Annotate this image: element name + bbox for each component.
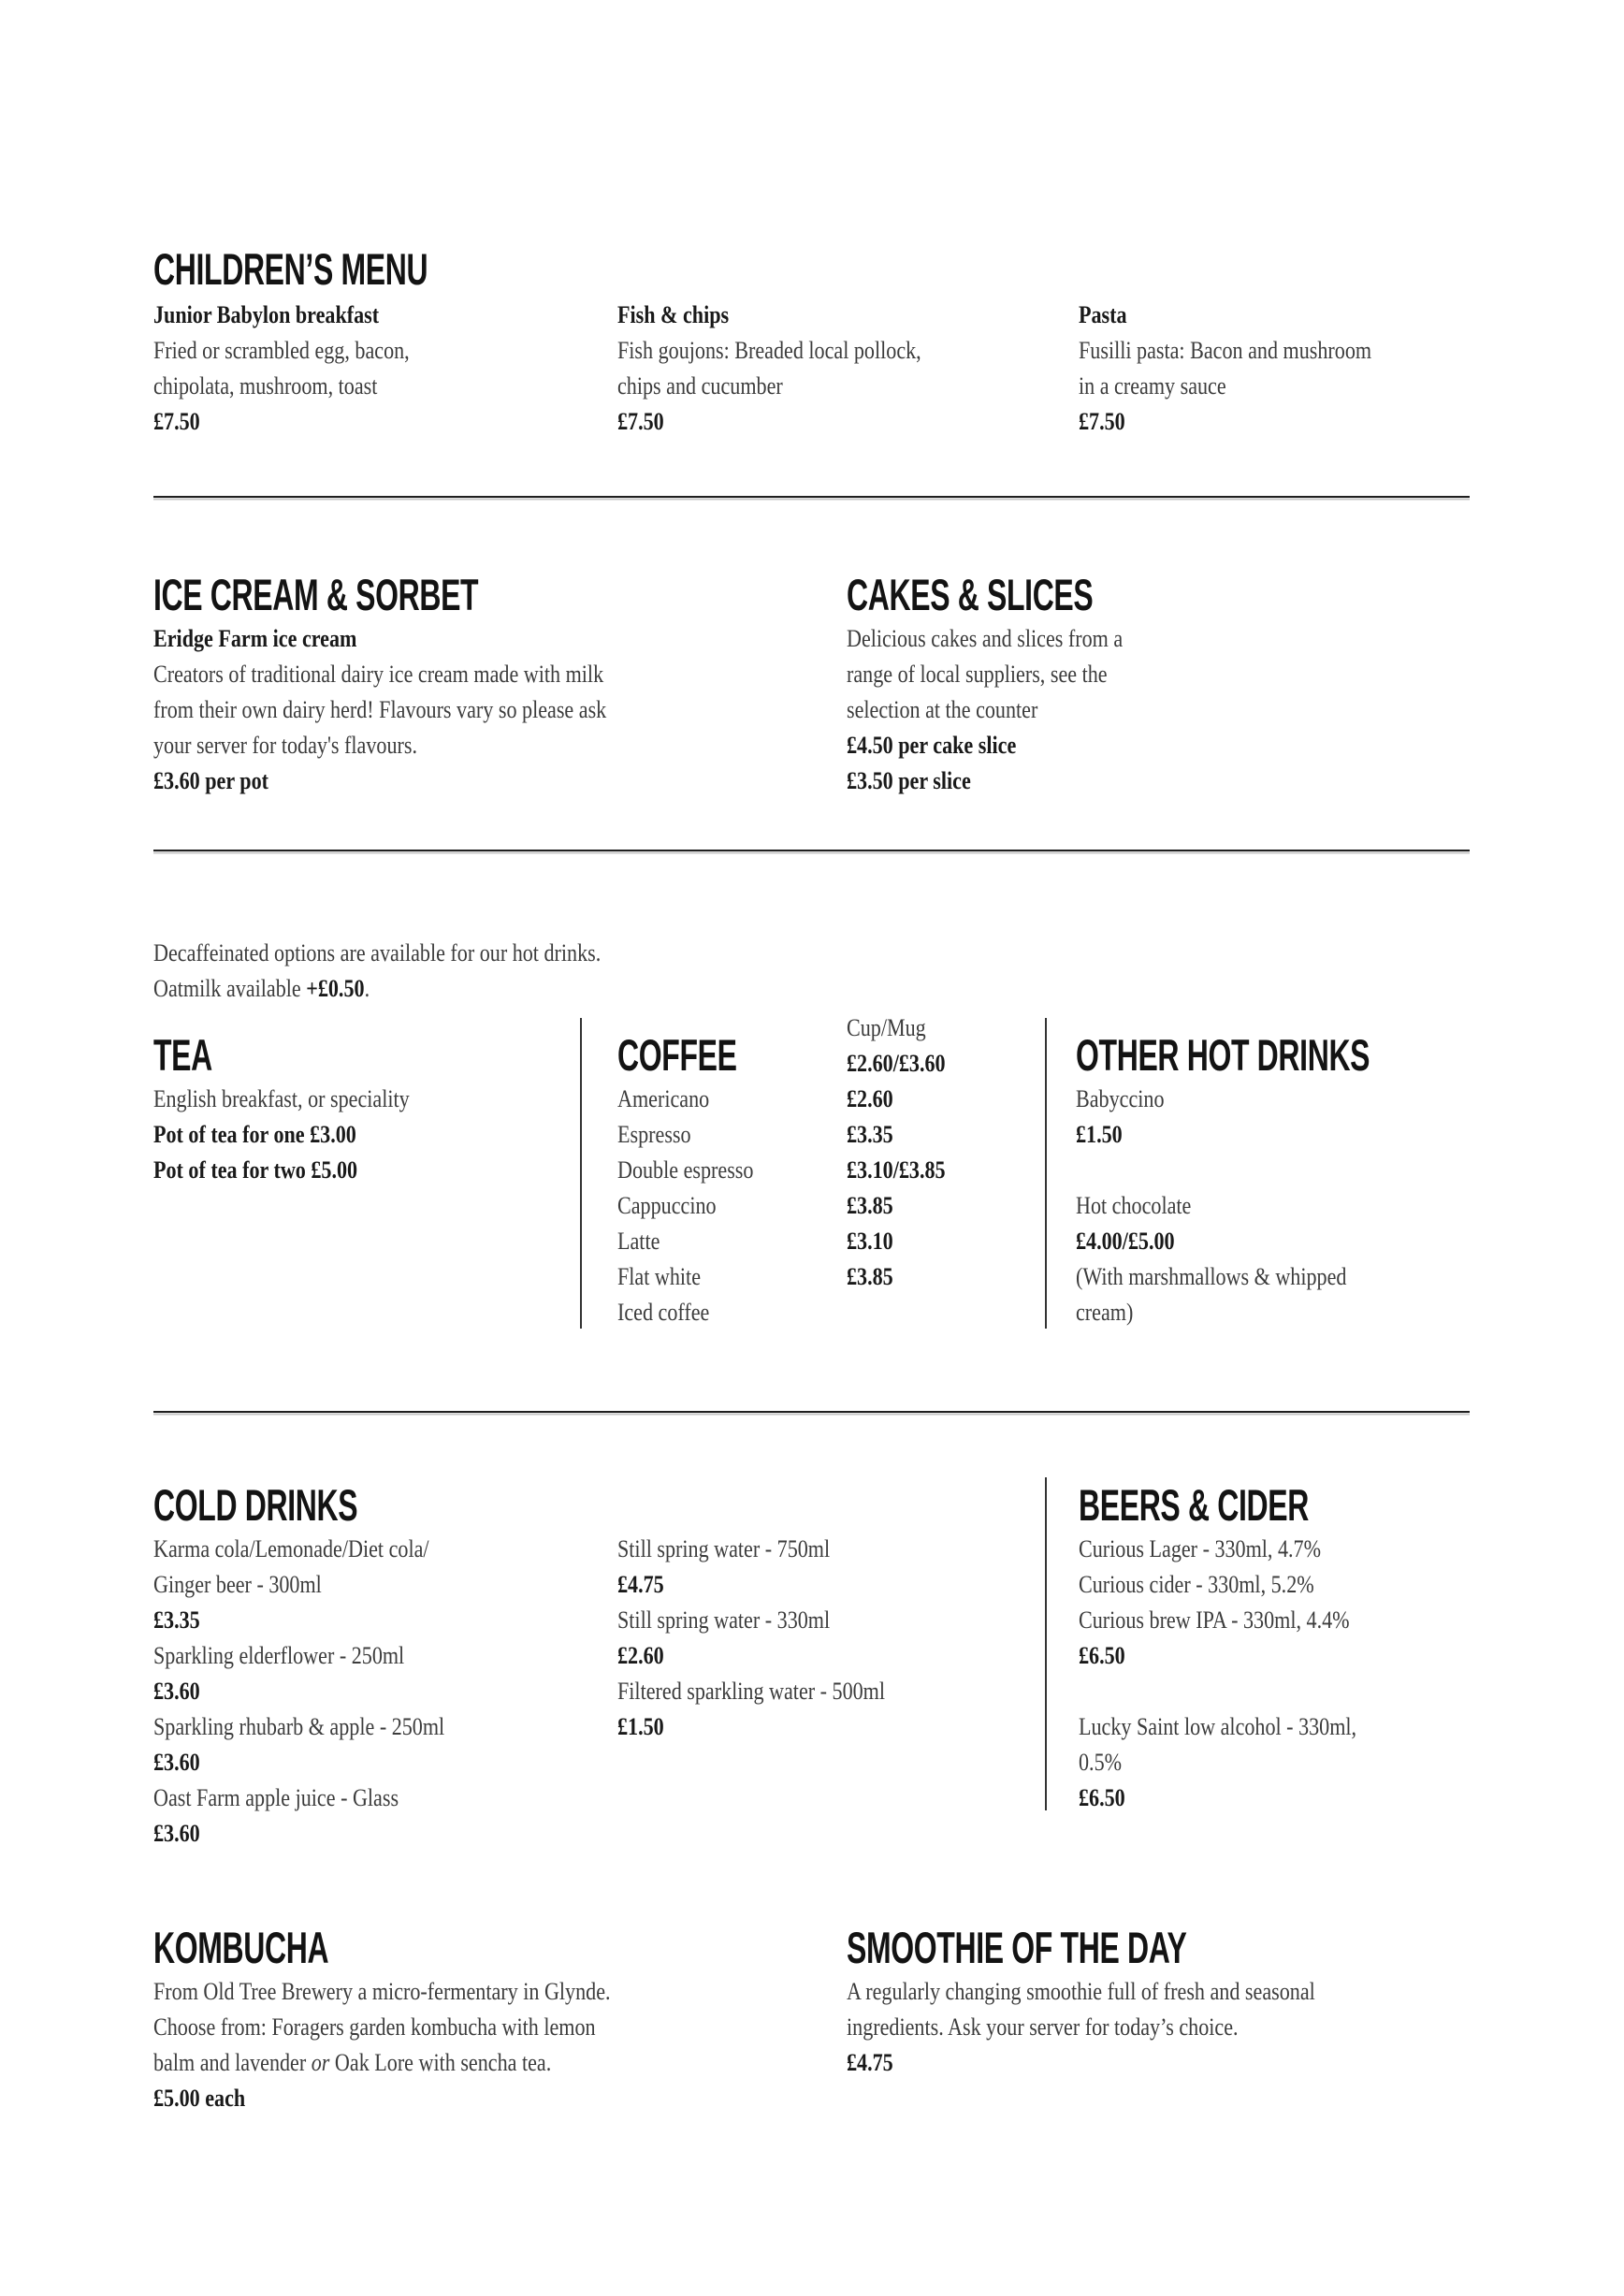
tea-items xyxy=(153,1082,410,1188)
menu-line: Curious brew IPA - 330ml, 4.4% xyxy=(1079,1606,1350,1634)
menu-line: £7.50 xyxy=(153,408,200,435)
menu-line: Fish goujons: Breaded local pollock, xyxy=(617,337,921,364)
menu-line: cream) xyxy=(1076,1299,1134,1326)
cold-drinks-header: COLD DRINKS xyxy=(153,1480,358,1530)
section-childrens-menu xyxy=(153,244,1470,462)
menu-line: Still spring water - 750ml xyxy=(617,1535,831,1562)
menu-item-cakes-and-slices xyxy=(847,621,1123,799)
menu-line: £2.60 xyxy=(847,1085,893,1112)
menu-line: Filtered sparkling water - 500ml xyxy=(617,1678,886,1705)
menu-line: £3.35 xyxy=(153,1606,200,1634)
menu-line: £2.60 xyxy=(617,1642,664,1669)
menu-line: chips and cucumber xyxy=(617,372,783,400)
menu-line: Pasta xyxy=(1079,301,1127,328)
kombucha-header: KOMBUCHA xyxy=(153,1923,329,1972)
menu-line: Fish & chips xyxy=(617,301,730,328)
menu-line: English breakfast, or speciality xyxy=(153,1085,410,1112)
menu-line: selection at the counter xyxy=(847,696,1038,723)
menu-line: Flat white xyxy=(617,1263,702,1290)
menu-item-eridge-farm-ice-cream xyxy=(153,621,606,799)
menu-item-junior-babylon-breakfast xyxy=(153,298,410,440)
ice-cream-sorbet-header: ICE CREAM & SORBET xyxy=(153,570,479,619)
menu-line: £7.50 xyxy=(617,408,664,435)
section-hot-drinks xyxy=(153,1010,1470,1338)
menu-line: A regularly changing smoothie full of fresh and seasonal xyxy=(847,1978,1315,2005)
column-divider-tea-coffee xyxy=(580,1018,582,1329)
menu-line: Junior Babylon breakfast xyxy=(153,301,380,328)
menu-line: Curious Lager - 330ml, 4.7% xyxy=(1079,1535,1322,1562)
menu-line: your server for today's flavours. xyxy=(153,732,418,759)
menu-line: £1.50 xyxy=(617,1713,664,1740)
menu-line: Delicious cakes and slices from a xyxy=(847,625,1124,652)
menu-line: £2.60/£3.60 xyxy=(847,1050,946,1077)
menu-line: £4.50 per cake slice xyxy=(847,732,1017,759)
menu-line: Cup/Mug xyxy=(847,1014,926,1041)
tea-header: TEA xyxy=(153,1030,212,1080)
menu-line: Cappuccino xyxy=(617,1192,717,1219)
section-divider-3 xyxy=(153,1411,1470,1413)
menu-line: £3.60 per pot xyxy=(153,767,268,794)
menu-line: (With marshmallows & whipped xyxy=(1076,1263,1347,1290)
menu-line: Karma cola/Lemonade/Diet cola/ xyxy=(153,1535,429,1562)
menu-line: £7.50 xyxy=(1079,408,1125,435)
menu-line: From Old Tree Brewery a micro-fermentary in Glynde. xyxy=(153,1978,611,2005)
menu-line: £5.00 each xyxy=(153,2085,246,2112)
menu-line: £3.60 xyxy=(153,1749,200,1776)
column-divider-coffee-other xyxy=(1045,1018,1047,1329)
menu-line: 0.5% xyxy=(1079,1749,1123,1776)
menu-line: balm and lavender or Oak Lore with sencha tea. xyxy=(153,2049,552,2076)
menu-line: Oatmilk available +£0.50. xyxy=(153,975,370,1002)
menu-line: £4.75 xyxy=(617,1571,664,1598)
kombucha-items xyxy=(153,1974,611,2116)
section-hot-drinks-note xyxy=(153,936,1470,1010)
cakes-slices-header: CAKES & SLICES xyxy=(847,570,1094,619)
water-items xyxy=(617,1532,885,1745)
menu-line: £3.60 xyxy=(153,1820,200,1847)
menu-line: Ginger beer - 300ml xyxy=(153,1571,322,1598)
menu-line: £3.60 xyxy=(153,1678,200,1705)
menu-line: Curious cider - 330ml, 5.2% xyxy=(1079,1571,1314,1598)
other-hot-drinks-items xyxy=(1076,1082,1346,1330)
menu-line: Choose from: Foragers garden kombucha with lemon xyxy=(153,2013,596,2041)
section-cold-drinks xyxy=(153,1480,1470,1857)
menu-line: range of local suppliers, see the xyxy=(847,661,1108,688)
menu-item-fish-and-chips xyxy=(617,298,921,440)
cold-drinks-items xyxy=(153,1532,444,1852)
menu-line: £6.50 xyxy=(1079,1642,1125,1669)
menu-line: Fusilli pasta: Bacon and mushroom xyxy=(1079,337,1372,364)
menu-line: Eridge Farm ice cream xyxy=(153,625,357,652)
menu-line: Still spring water - 330ml xyxy=(617,1606,831,1634)
coffee-items xyxy=(617,1082,753,1330)
childrens-menu-header: CHILDREN’S MENU xyxy=(153,244,428,294)
coffee-size-label-column xyxy=(847,1010,946,1082)
section-kombucha-smoothie xyxy=(153,1925,1470,2141)
coffee-prices xyxy=(847,1082,946,1295)
beers-cider-header: BEERS & CIDER xyxy=(1079,1480,1309,1530)
menu-line: chipolata, mushroom, toast xyxy=(153,372,378,400)
menu-line: £3.35 xyxy=(847,1121,893,1148)
menu-line: Latte xyxy=(617,1228,660,1255)
menu-line: £3.10 xyxy=(847,1228,893,1255)
menu-line: £3.85 xyxy=(847,1263,893,1290)
menu-line: £1.50 xyxy=(1076,1121,1123,1148)
menu-line: Sparkling elderflower - 250ml xyxy=(153,1642,405,1669)
menu-line: Lucky Saint low alcohol - 330ml, xyxy=(1079,1713,1357,1740)
smoothie-of-the-day-header: SMOOTHIE OF THE DAY xyxy=(847,1923,1187,1972)
menu-line xyxy=(1076,1153,1346,1188)
menu-line: Fried or scrambled egg, bacon, xyxy=(153,337,410,364)
smoothie-items xyxy=(847,1974,1315,2081)
coffee-header: COFFEE xyxy=(617,1030,737,1080)
beers-cider-items xyxy=(1079,1532,1356,1816)
column-divider-cold-beers xyxy=(1045,1477,1047,1810)
menu-line: Hot chocolate xyxy=(1076,1192,1192,1219)
menu-line: Double espresso xyxy=(617,1156,754,1184)
menu-line: £4.00/£5.00 xyxy=(1076,1228,1175,1255)
menu-line: Oast Farm apple juice - Glass xyxy=(153,1784,399,1811)
menu-line: Decaffeinated options are available for our hot drinks. xyxy=(153,939,602,966)
menu-line: Sparkling rhubarb & apple - 250ml xyxy=(153,1713,445,1740)
hot-drinks-note xyxy=(153,936,601,1007)
menu-line: Iced coffee xyxy=(617,1299,710,1326)
menu-line xyxy=(1079,1674,1356,1709)
menu-line: Pot of tea for two £5.00 xyxy=(153,1156,358,1184)
menu-item-pasta xyxy=(1079,298,1371,440)
menu-line: £4.75 xyxy=(847,2049,893,2076)
menu-line: £6.50 xyxy=(1079,1784,1125,1811)
menu-line: Creators of traditional dairy ice cream made with milk xyxy=(153,661,604,688)
section-ice-cream-and-cakes xyxy=(153,570,1470,807)
other-hot-drinks-header: OTHER HOT DRINKS xyxy=(1076,1030,1370,1080)
menu-line: Espresso xyxy=(617,1121,691,1148)
menu-line: in a creamy sauce xyxy=(1079,372,1226,400)
menu-line: Pot of tea for one £3.00 xyxy=(153,1121,356,1148)
menu-line: from their own dairy herd! Flavours vary so please ask xyxy=(153,696,607,723)
menu-line: ingredients. Ask your server for today’s choice. xyxy=(847,2013,1239,2041)
menu-line: Babyccino xyxy=(1076,1085,1165,1112)
section-divider-1 xyxy=(153,496,1470,498)
menu-line: £3.10/£3.85 xyxy=(847,1156,946,1184)
menu-line: £3.85 xyxy=(847,1192,893,1219)
menu-line: Americano xyxy=(617,1085,710,1112)
section-divider-2 xyxy=(153,850,1470,851)
menu-line: £3.50 per slice xyxy=(847,767,971,794)
